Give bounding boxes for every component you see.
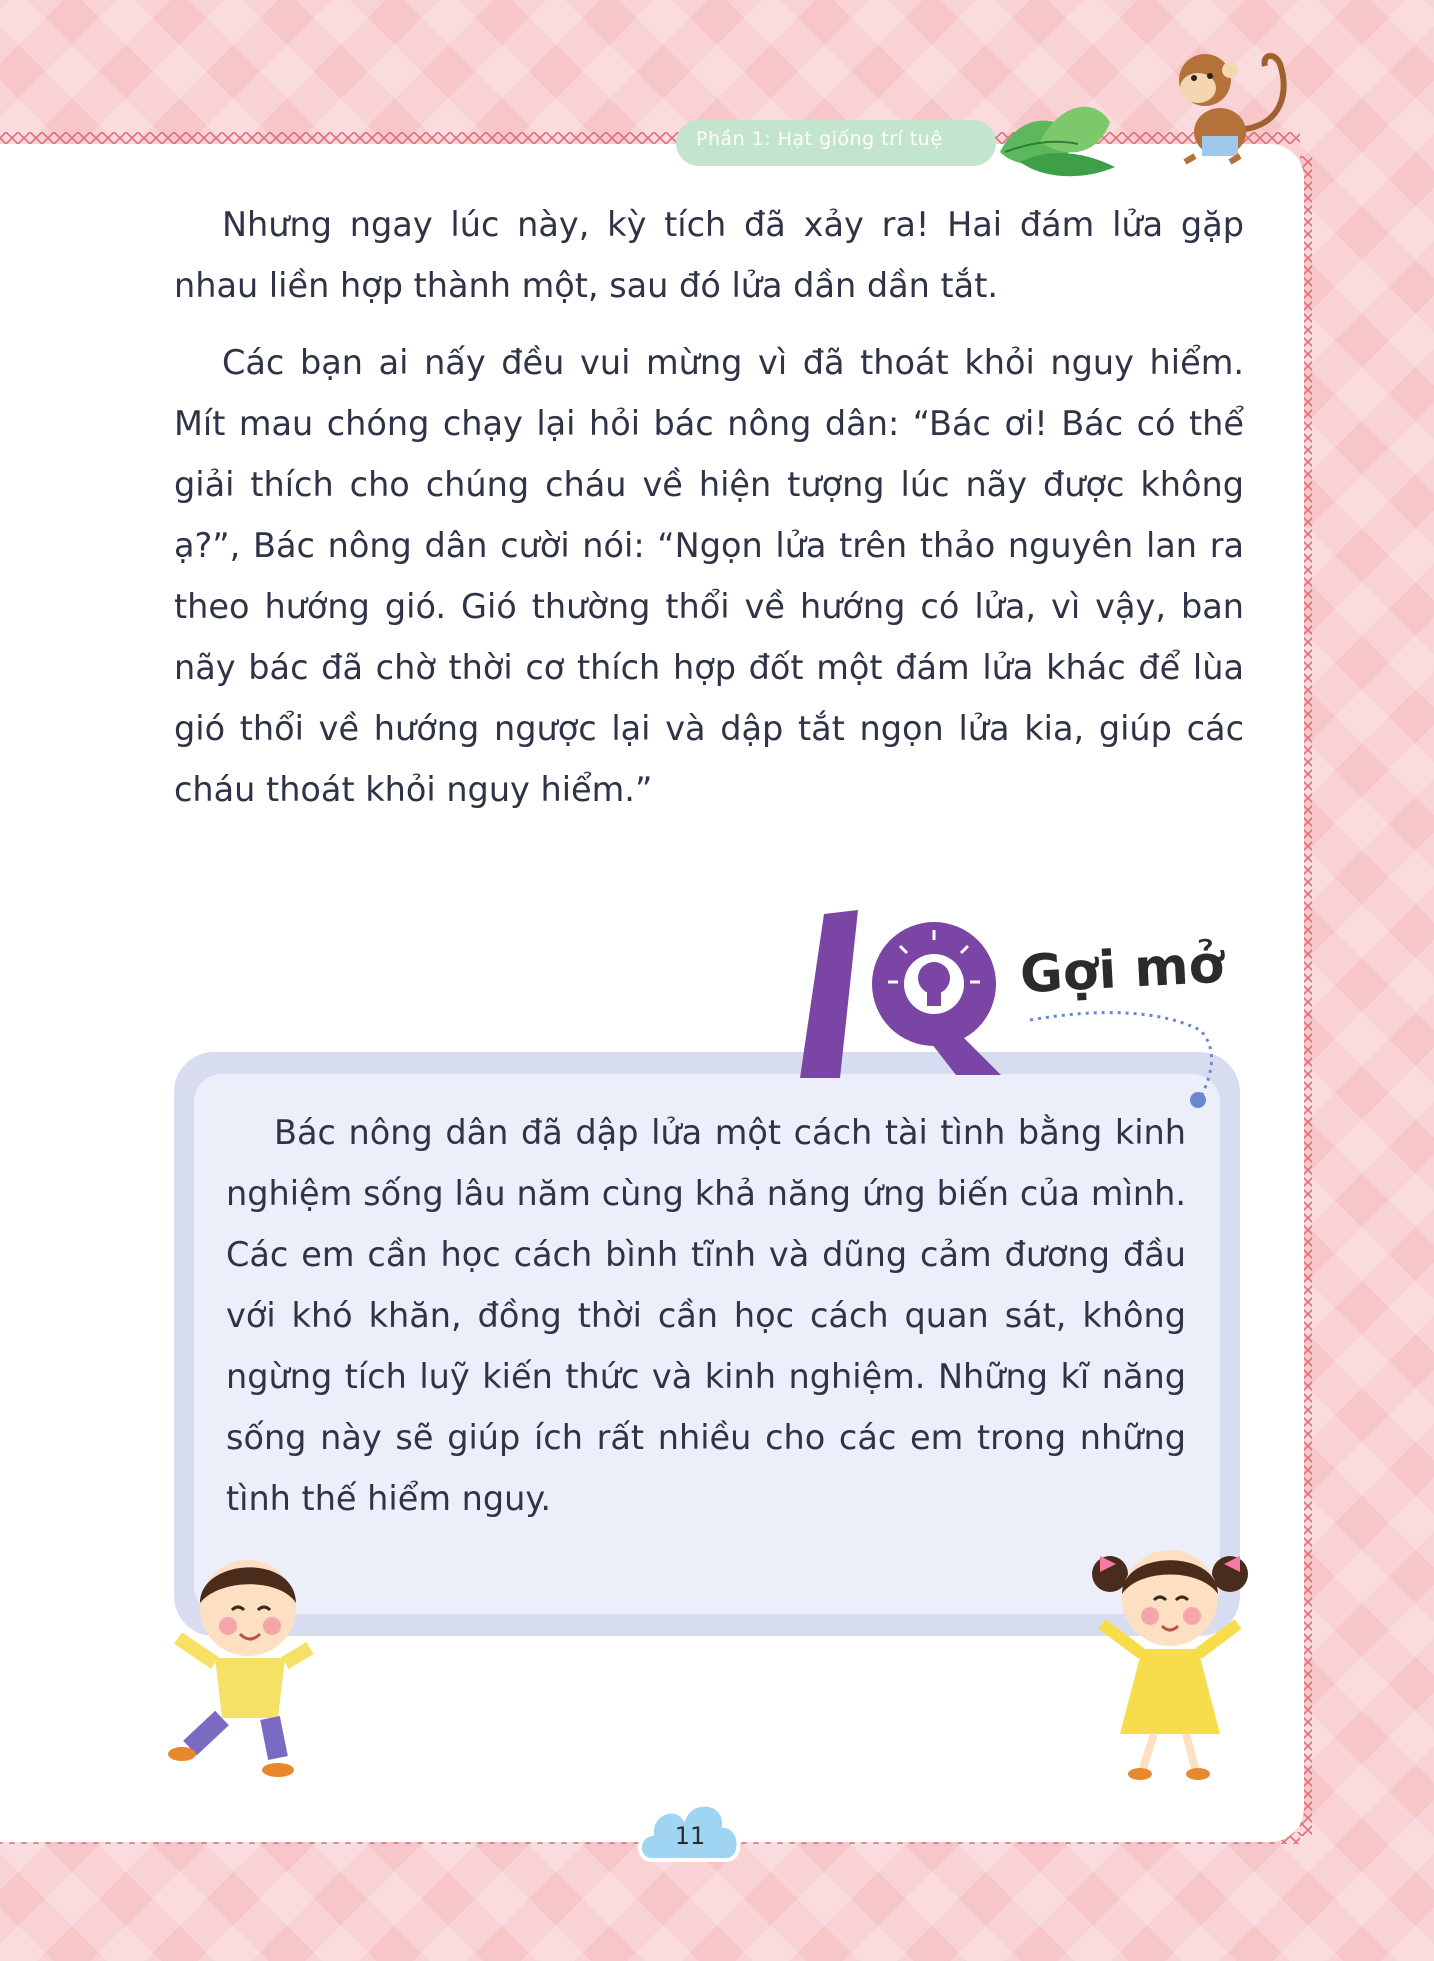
story-text: [174, 194, 1244, 836]
iq-badge: [796, 910, 1026, 1080]
chapter-label: Phần 1: Hạt giống trí tuệ: [696, 128, 943, 150]
story-paragraph: Các bạn ai nấy đều vui mừng vì đã thoát khỏi nguy hiểm. Mít mau chóng chạy lại hỏi bác nông dân: “Bác ơi! Bác có thể giải thích cho chúng cháu về hiện tượng lúc nãy được không ạ?”, Bác nông dân cười nói: “Ngọn lửa trên thảo nguyên lan ra theo hướng gió. Gió thường thổi về hướng có lửa, vì vậy, ban nãy bác đã chờ thời cơ thích hợp đốt một đám lửa khác để lùa gió thổi về hướng ngược lại và dập tắt ngọn lửa kia, giúp các cháu thoát khỏi nguy hiểm.”: [174, 343, 1244, 809]
girl-illustration: [1080, 1534, 1260, 1784]
dotted-line: [1020, 1000, 1220, 1110]
hint-text: Bác nông dân đã dập lửa một cách tài tình bằng kinh nghiệm sống lâu năm cùng khả năng ứng biến của mình. Các em cần học cách bình tĩnh và dũng cảm đương đầu với khó khăn, đồng thời cần học cách quan sát, không ngừng tích luỹ kiến thức và kinh nghiệm. Những kĩ năng sống này sẽ giúp ích rất nhiều cho các em trong những tình thế hiểm nguy.: [226, 1113, 1186, 1518]
story-paragraph: Nhưng ngay lúc này, kỳ tích đã xảy ra! Hai đám lửa gặp nhau liền hợp thành một, sau đó lửa dần dần tắt.: [174, 205, 1244, 305]
leaves-icon: [990, 92, 1120, 182]
monkey-icon: [1150, 44, 1300, 174]
hint-title: Gợi mở: [1018, 934, 1226, 1006]
page-number: 11: [674, 1822, 706, 1850]
boy-illustration: [160, 1548, 340, 1778]
